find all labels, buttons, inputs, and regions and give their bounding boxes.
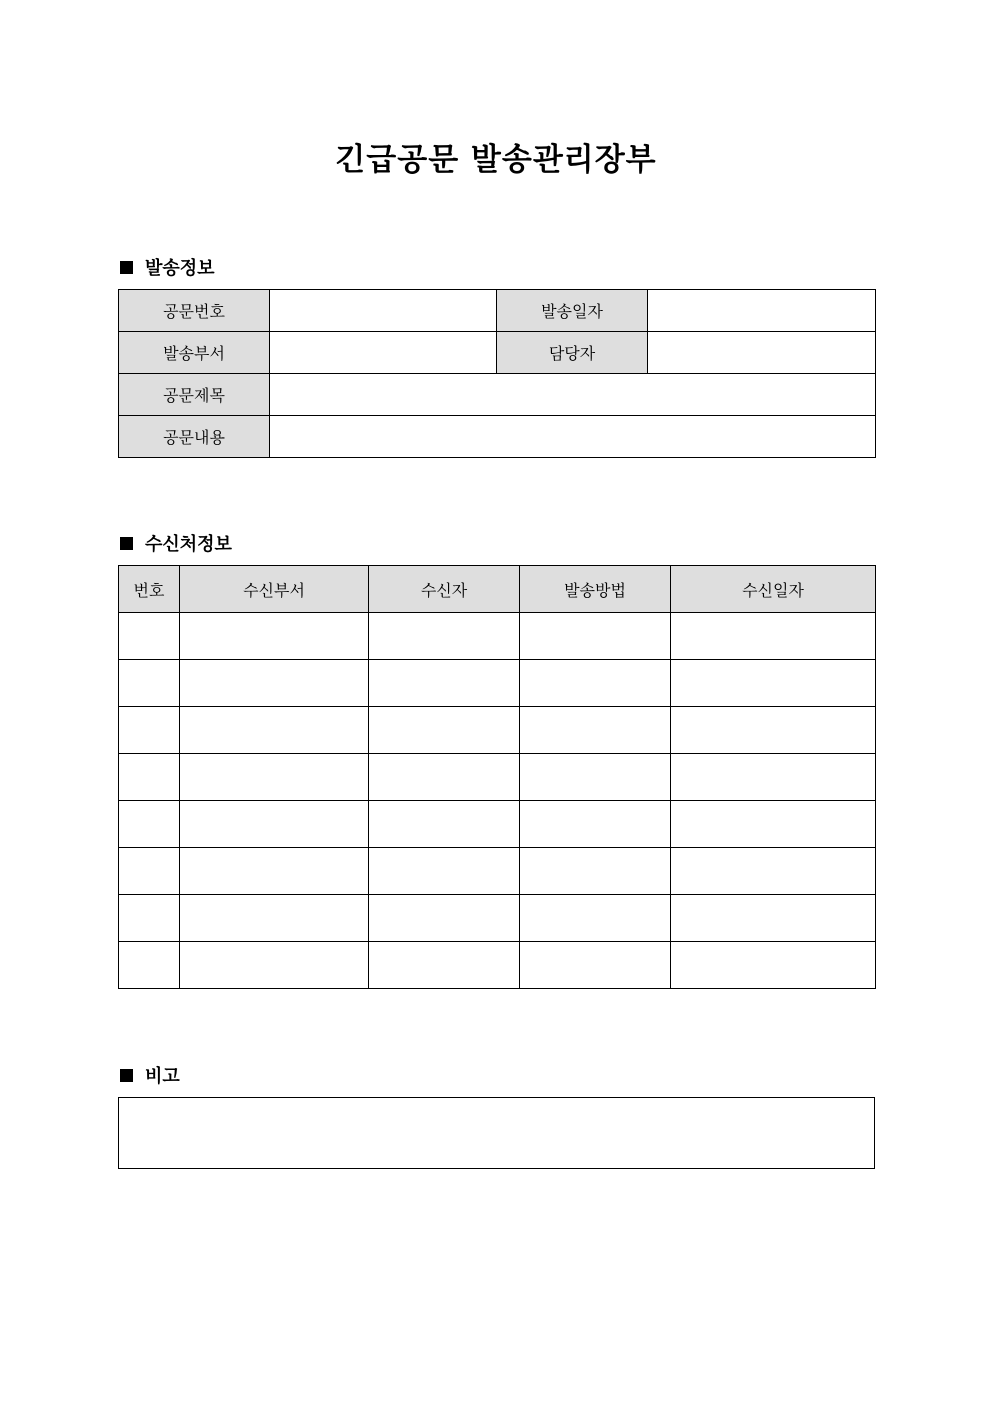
manager-label: 담당자 <box>497 332 648 374</box>
manager-field[interactable] <box>648 332 876 374</box>
cell-number[interactable] <box>119 942 180 989</box>
cell-number[interactable] <box>119 848 180 895</box>
remarks-field[interactable] <box>119 1098 875 1169</box>
remarks-table <box>118 1097 875 1169</box>
cell-recv-date[interactable] <box>671 754 876 801</box>
cell-recv-dept[interactable] <box>180 895 369 942</box>
doc-title-field[interactable] <box>270 374 876 416</box>
cell-recv-date[interactable] <box>671 848 876 895</box>
section-heading-label: 비고 <box>145 1066 180 1087</box>
table-row <box>119 416 876 458</box>
section-heading-label: 수신처정보 <box>145 534 232 555</box>
cell-recipient[interactable] <box>369 848 520 895</box>
col-header-recv-date: 수신일자 <box>671 566 876 613</box>
cell-recipient[interactable] <box>369 942 520 989</box>
cell-recv-dept[interactable] <box>180 754 369 801</box>
col-header-recv-dept: 수신부서 <box>180 566 369 613</box>
table-row <box>119 942 876 989</box>
section-heading-label: 발송정보 <box>145 258 215 279</box>
cell-recipient[interactable] <box>369 660 520 707</box>
send-date-field[interactable] <box>648 290 876 332</box>
table-row <box>119 332 876 374</box>
cell-recipient[interactable] <box>369 895 520 942</box>
cell-send-method[interactable] <box>520 801 671 848</box>
page-title-text: 긴급공문 발송관리장부 <box>335 142 657 178</box>
page-title <box>0 134 992 179</box>
send-dept-field[interactable] <box>270 332 497 374</box>
table-row <box>119 801 876 848</box>
cell-recv-dept[interactable] <box>180 848 369 895</box>
cell-recv-date[interactable] <box>671 660 876 707</box>
cell-send-method[interactable] <box>520 613 671 660</box>
cell-recipient[interactable] <box>369 754 520 801</box>
send-dept-label: 발송부서 <box>119 332 270 374</box>
recipient-table <box>118 565 876 989</box>
table-row <box>119 848 876 895</box>
cell-recv-dept[interactable] <box>180 801 369 848</box>
section-heading-remarks <box>120 1062 180 1088</box>
table-row <box>119 1098 875 1169</box>
doc-title-label: 공문제목 <box>119 374 270 416</box>
doc-number-field[interactable] <box>270 290 497 332</box>
cell-send-method[interactable] <box>520 660 671 707</box>
cell-number[interactable] <box>119 707 180 754</box>
doc-content-label: 공문내용 <box>119 416 270 458</box>
cell-send-method[interactable] <box>520 848 671 895</box>
cell-recv-dept[interactable] <box>180 707 369 754</box>
cell-number[interactable] <box>119 660 180 707</box>
cell-recv-date[interactable] <box>671 942 876 989</box>
cell-send-method[interactable] <box>520 895 671 942</box>
send-info-table <box>118 289 876 458</box>
cell-number[interactable] <box>119 613 180 660</box>
cell-recipient[interactable] <box>369 707 520 754</box>
cell-number[interactable] <box>119 754 180 801</box>
section-heading-recipient-info <box>120 530 232 556</box>
send-date-label: 발송일자 <box>497 290 648 332</box>
section-heading-send-info <box>120 254 215 280</box>
cell-send-method[interactable] <box>520 754 671 801</box>
col-header-send-method: 발송방법 <box>520 566 671 613</box>
table-header-row <box>119 566 876 613</box>
cell-recv-date[interactable] <box>671 707 876 754</box>
square-bullet-icon <box>120 537 133 550</box>
cell-recipient[interactable] <box>369 801 520 848</box>
cell-recipient[interactable] <box>369 613 520 660</box>
col-header-recipient: 수신자 <box>369 566 520 613</box>
cell-recv-dept[interactable] <box>180 613 369 660</box>
table-row <box>119 754 876 801</box>
cell-number[interactable] <box>119 895 180 942</box>
table-row <box>119 374 876 416</box>
cell-recv-date[interactable] <box>671 895 876 942</box>
cell-number[interactable] <box>119 801 180 848</box>
table-row <box>119 660 876 707</box>
doc-content-field[interactable] <box>270 416 876 458</box>
cell-recv-date[interactable] <box>671 801 876 848</box>
cell-send-method[interactable] <box>520 942 671 989</box>
col-header-number: 번호 <box>119 566 180 613</box>
table-row <box>119 895 876 942</box>
table-row <box>119 707 876 754</box>
table-row <box>119 290 876 332</box>
square-bullet-icon <box>120 1069 133 1082</box>
cell-send-method[interactable] <box>520 707 671 754</box>
square-bullet-icon <box>120 261 133 274</box>
cell-recv-date[interactable] <box>671 613 876 660</box>
table-row <box>119 613 876 660</box>
doc-number-label: 공문번호 <box>119 290 270 332</box>
cell-recv-dept[interactable] <box>180 942 369 989</box>
cell-recv-dept[interactable] <box>180 660 369 707</box>
